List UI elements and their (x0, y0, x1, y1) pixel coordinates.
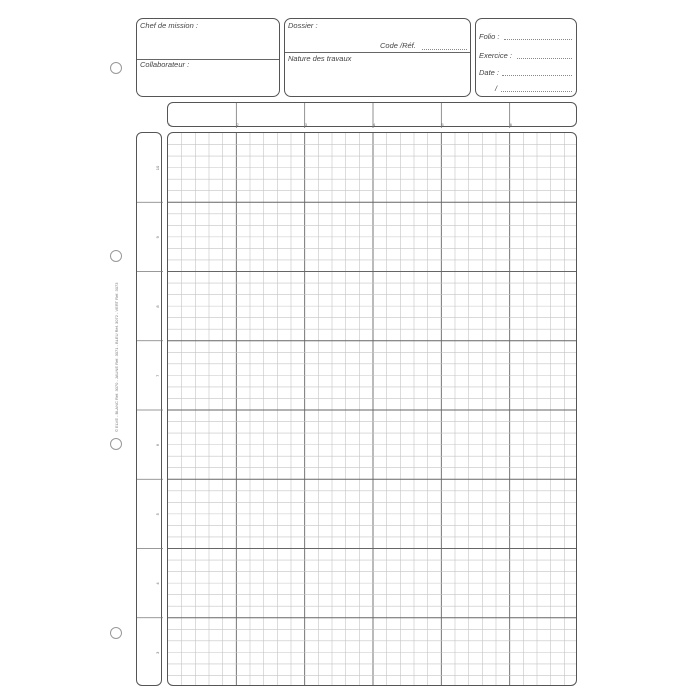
row-number-label: 8 (155, 305, 160, 308)
punch-hole-bottom (110, 627, 122, 639)
collaborateur-label: Collaborateur : (140, 60, 190, 69)
column-header-dividers (168, 103, 578, 128)
row-number-label: 4 (155, 582, 160, 585)
grid-lines (168, 133, 577, 686)
exercice-dots (517, 58, 572, 59)
dossier-divider (285, 52, 470, 53)
header-box-folio (475, 18, 577, 97)
main-grid (167, 132, 577, 686)
nature-des-travaux-label: Nature des travaux (288, 54, 352, 63)
column-number-label: 2 (236, 122, 239, 127)
folio-dots (504, 39, 572, 40)
date-second-dots (501, 91, 572, 92)
code-ref-dots (422, 49, 467, 50)
column-number-label: 1 (168, 122, 171, 127)
date-dots (502, 75, 572, 76)
column-header-bar (167, 102, 577, 127)
punch-hole-lower-middle (110, 438, 122, 450)
chef-de-mission-label: Chef de mission : (140, 21, 198, 30)
row-number-label: 6 (155, 443, 160, 447)
column-number-label: 4 (373, 122, 376, 127)
row-number-label: 7 (155, 374, 160, 377)
date-label: Date : (479, 68, 500, 77)
exercice-label: Exercice : (479, 51, 512, 60)
vertical-imprint: © ELVE - BLANC Réf. 3070 - JAUNE Réf. 3071 - BLEU Réf. 3072 - VERT Réf. 3073 (114, 282, 119, 432)
row-number-label: 10 (155, 165, 160, 171)
date-slash: / (495, 84, 498, 93)
row-number-label: 5 (155, 513, 160, 516)
dossier-label: Dossier : (288, 21, 318, 30)
row-label-strip (136, 132, 162, 686)
column-number-label: 6 (509, 122, 512, 127)
row-number-label: 3 (155, 651, 160, 654)
header-box-mission (136, 18, 280, 97)
punch-hole-top (110, 62, 122, 74)
row-label-dividers (137, 133, 163, 687)
punch-hole-upper-middle (110, 250, 122, 262)
column-number-label: 5 (441, 122, 444, 127)
folio-label: Folio : (479, 32, 500, 41)
header-box-dossier (284, 18, 471, 97)
row-number-label: 9 (155, 236, 160, 239)
code-ref-label: Code /Réf. (380, 41, 416, 50)
column-number-label: 3 (304, 122, 307, 127)
